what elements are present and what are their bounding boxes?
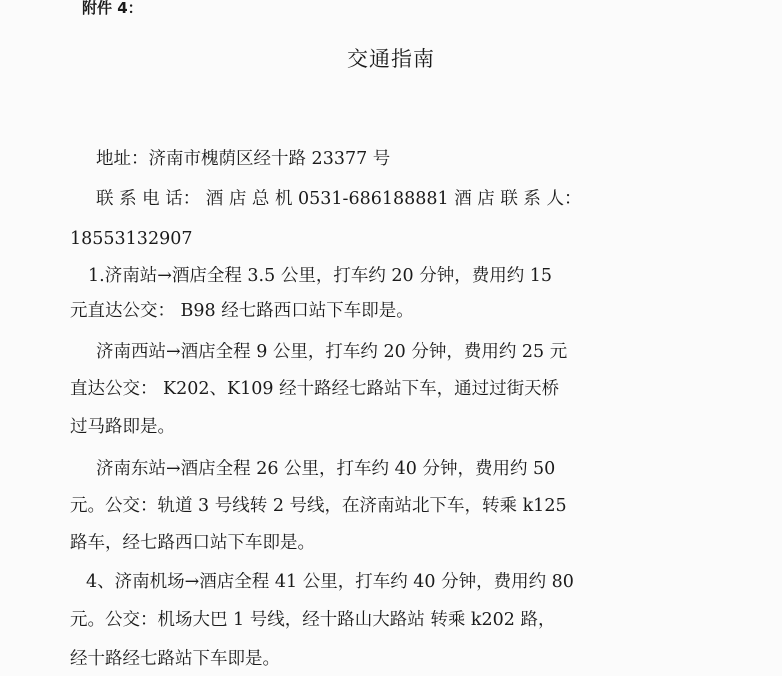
route-east-station-line-2: 元。公交：轨道 3 号线转 2 号线，在济南站北下车，转乘 k125 [70,496,567,516]
contact-phone-line: 联 系 电 话： 酒 店 总 机 0531-686188881 酒 店 联 系 人： [96,189,582,209]
route-jinan-station-line-1: 1.济南站→酒店全程 3.5 公里，打车约 20 分钟，费用约 15 [88,266,553,286]
route-east-station-line-3: 路车，经七路西口站下车即是。 [70,533,315,553]
page-title: 交通指南 [347,47,435,71]
route-west-station-line-2: 直达公交： K202、K109 经十路经七路站下车，通过过街天桥 [70,379,560,399]
route-airport-line-1: 4、济南机场→酒店全程 41 公里，打车约 40 分钟，费用约 80 [86,572,574,592]
route-airport-line-2: 元。公交：机场大巴 1 号线，经十路山大路站 转乘 k202 路， [70,610,556,630]
contact-number-line: 18553132907 [70,229,193,249]
address-line: 地址：济南市槐荫区经十路 23377 号 [96,149,391,169]
route-jinan-station-line-2: 元直达公交： B98 经七路西口站下车即是。 [70,301,414,321]
route-west-station-line-3: 过马路即是。 [70,417,175,437]
attachment-label: 附件 4： [82,0,143,17]
route-west-station-line-1: 济南西站→酒店全程 9 公里，打车约 20 分钟，费用约 25 元 [96,342,568,362]
route-east-station-line-1: 济南东站→酒店全程 26 公里，打车约 40 分钟，费用约 50 [96,459,556,479]
route-airport-line-3: 经十路经七路站下车即是。 [70,649,280,669]
